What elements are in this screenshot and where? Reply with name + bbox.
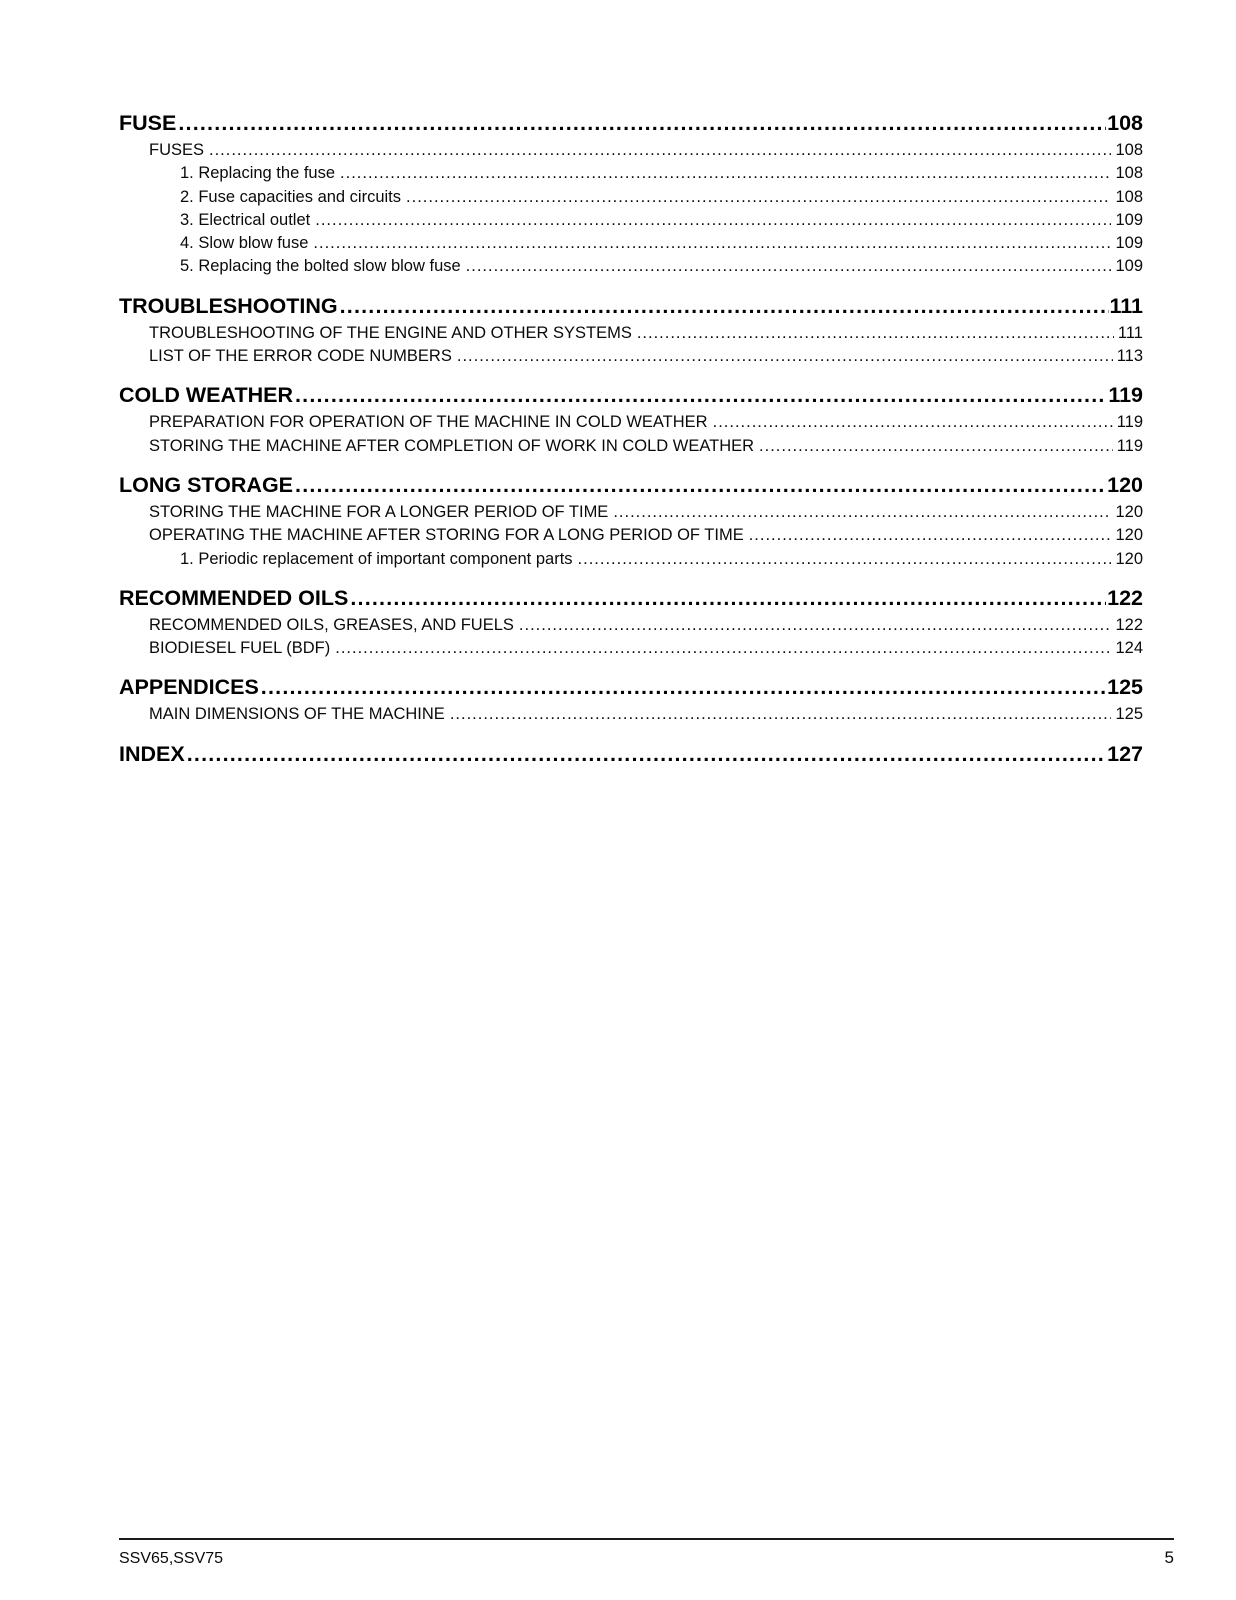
footer-model-label: SSV65,SSV75 [119, 1550, 224, 1567]
toc-entry[interactable] [119, 345, 1143, 368]
page-footer [119, 1538, 1174, 1568]
toc-entry-title: OPERATING THE MACHINE AFTER STORING FOR A LONG PERIOD OF TIME [149, 526, 744, 545]
toc-entry-title: TROUBLESHOOTING [119, 293, 338, 318]
toc-entry-title: 5. Replacing the bolted slow blow fuse [180, 257, 461, 276]
toc-entry-page: 119 [1116, 413, 1143, 432]
toc-entry[interactable] [119, 741, 1143, 767]
toc-entry-page: 109 [1115, 234, 1143, 253]
toc-entry-page: 127 [1107, 741, 1143, 766]
toc-entry-title: 1. Periodic replacement of important component parts [180, 549, 573, 568]
toc-entry-page: 119 [1108, 383, 1143, 408]
toc-entry-title: RECOMMENDED OILS, GREASES, AND FUELS [149, 615, 514, 634]
toc-entry-title: STORING THE MACHINE FOR A LONGER PERIOD OF TIME [149, 502, 609, 521]
toc-entry[interactable] [119, 232, 1143, 255]
toc-entry[interactable] [119, 637, 1143, 660]
dot-leader [340, 293, 1109, 319]
dot-leader [613, 501, 1111, 524]
toc-entry[interactable] [119, 703, 1143, 726]
toc-entry-title: FUSES [149, 141, 205, 159]
toc-entry-title: TROUBLESHOOTING OF THE ENGINE AND OTHER SYSTEMS [149, 323, 632, 342]
toc-entry[interactable] [119, 674, 1143, 700]
toc-entry-title: FUSE [119, 111, 177, 135]
toc-entry-page: 109 [1115, 210, 1143, 229]
toc-entry-title: 3. Electrical outlet [180, 210, 311, 229]
toc-entry-page: 108 [1115, 141, 1143, 159]
toc-entry[interactable] [119, 472, 1143, 498]
dot-leader [759, 435, 1113, 458]
toc-entry-title: INDEX [119, 741, 185, 766]
dot-leader [406, 186, 1111, 209]
toc-entry-page: 124 [1115, 639, 1143, 658]
dot-leader [450, 703, 1112, 726]
dot-leader [209, 139, 1111, 162]
toc-entry-title: PREPARATION FOR OPERATION OF THE MACHINE IN COLD WEATHER [149, 413, 708, 432]
toc-entry-page: 109 [1115, 257, 1143, 276]
toc-entry[interactable] [119, 614, 1143, 637]
toc-entry[interactable] [119, 435, 1143, 458]
toc-entry[interactable] [119, 501, 1143, 524]
toc-entry-page: 122 [1115, 615, 1143, 634]
toc-entry-page: 120 [1115, 502, 1143, 521]
toc-entry-page: 125 [1107, 675, 1143, 700]
dot-leader [295, 382, 1107, 408]
toc-entry[interactable] [119, 139, 1143, 162]
dot-leader [457, 345, 1113, 368]
toc-entry-title: APPENDICES [119, 675, 259, 700]
toc-entry-title: 4. Slow blow fuse [180, 234, 309, 253]
dot-leader [578, 548, 1112, 571]
toc-entry-page: 108 [1115, 187, 1143, 206]
toc-entry-page: 111 [1109, 293, 1143, 318]
toc-entry[interactable] [119, 411, 1143, 434]
toc-entry-page: 120 [1115, 549, 1143, 568]
dot-leader [466, 255, 1112, 278]
toc-entry-title: LIST OF THE ERROR CODE NUMBERS [149, 347, 452, 366]
dot-leader [335, 637, 1111, 660]
toc-entry[interactable] [119, 293, 1143, 319]
dot-leader [313, 232, 1111, 255]
toc-entry-title: 2. Fuse capacities and circuits [180, 187, 402, 206]
toc-entry-title: BIODIESEL FUEL (BDF) [149, 639, 331, 658]
toc-entry-page: 108 [1107, 111, 1143, 135]
dot-leader [187, 741, 1106, 767]
dot-leader [637, 322, 1114, 345]
toc-entry[interactable] [119, 255, 1143, 278]
dot-leader [713, 411, 1113, 434]
dot-leader [178, 110, 1106, 136]
toc-entry[interactable] [119, 585, 1143, 611]
toc-entry[interactable] [119, 162, 1143, 185]
toc-entry[interactable] [119, 382, 1143, 408]
toc-entry-title: STORING THE MACHINE AFTER COMPLETION OF WORK IN COLD WEATHER [149, 436, 755, 455]
dot-leader [261, 674, 1106, 700]
toc-entry-page: 120 [1115, 526, 1143, 545]
dot-leader [340, 162, 1111, 185]
dot-leader [295, 472, 1106, 498]
dot-leader [519, 614, 1112, 637]
toc-entry-title: LONG STORAGE [119, 472, 294, 497]
toc-entry-title: MAIN DIMENSIONS OF THE MACHINE [149, 705, 445, 724]
toc-entry-title: RECOMMENDED OILS [119, 585, 349, 610]
toc-entry-page: 125 [1115, 705, 1143, 724]
toc-entry-page: 111 [1117, 323, 1143, 342]
toc-entry[interactable] [119, 548, 1143, 571]
toc-entry-page: 122 [1107, 585, 1143, 610]
toc-entry-title: COLD WEATHER [119, 383, 293, 408]
toc-entry[interactable] [119, 524, 1143, 547]
table-of-contents [119, 96, 1143, 770]
toc-entry[interactable] [119, 322, 1143, 345]
toc-entry-page: 120 [1107, 472, 1143, 497]
dot-leader [315, 209, 1111, 232]
dot-leader [350, 585, 1106, 611]
toc-entry[interactable] [119, 186, 1143, 209]
toc-entry-page: 108 [1115, 164, 1143, 183]
toc-entry[interactable] [119, 209, 1143, 232]
dot-leader [749, 524, 1112, 547]
toc-entry-page: 119 [1116, 436, 1143, 455]
toc-entry-title: 1. Replacing the fuse [180, 164, 336, 183]
toc-entry-page: 113 [1116, 347, 1143, 366]
footer-page-number: 5 [1164, 1548, 1174, 1567]
toc-entry[interactable] [119, 110, 1143, 136]
